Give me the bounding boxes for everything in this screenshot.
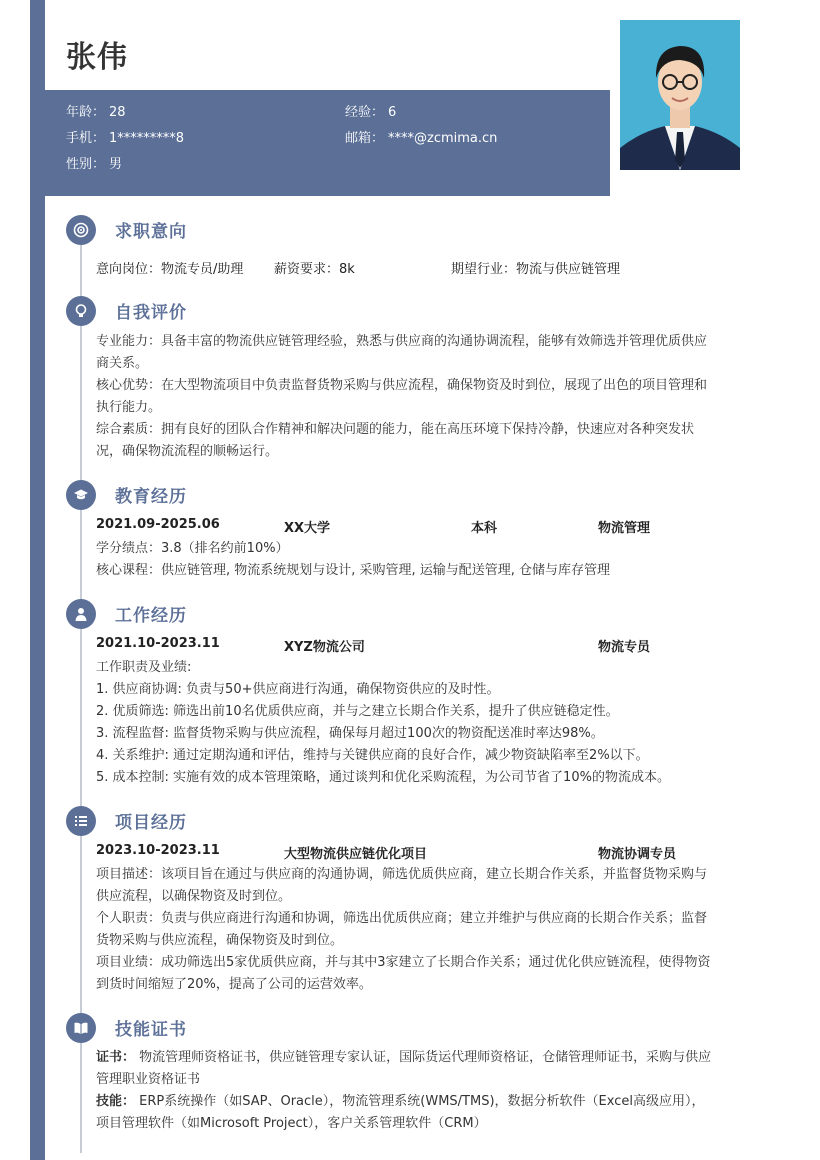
skills-details: 证书： 物流管理师资格证书，供应链管理专家认证，国际货运代理师资格证，仓储管理师证书，采购与供应 管理职业资格证书 技能： ERP系统操作（如SAP、Oracle），物流管理系统(WMS/TMS)，数据分析软件（Excel高级应用）， 项目管理软件（如Microsoft Project），客户关系管理软件（CRM） xyxy=(96,1050,712,1131)
graduation-cap-icon xyxy=(66,480,96,510)
education-degree: 本科 xyxy=(471,521,498,536)
project-details: 项目描述：该项目旨在通过与供应商的沟通协调，筛选优质供应商，建立长期合作关系，并监督货物采购与 供应流程，以确保物资及时到位。 个人职责：负责与供应商进行沟通和协调，筛选出优质供应商；建立并维护与供应商的长期合作关系；监督 货物采购与供应流程，确保物资及时到位。 项目业绩：成功筛选出5家优质供应商，并与其中3家建立了长期合作关系；通过优化供应链流程，使得物资 到货时间缩短了20%，提高了公司的运营效率。 xyxy=(96,867,711,992)
intent-position: 意向岗位：物流专员/助理 xyxy=(96,262,244,277)
person-icon xyxy=(66,599,96,629)
work-role: 物流专员 xyxy=(598,640,651,655)
email-field: 邮箱： ****@zcmima.cn xyxy=(345,131,498,146)
education-school: XX大学 xyxy=(284,521,331,536)
intent-industry: 期望行业：物流与供应链管理 xyxy=(451,262,621,277)
book-icon xyxy=(66,1013,96,1043)
education-details: 学分绩点：3.8（排名约前10%） 核心课程：供应链管理, 物流系统规划与设计, 采购管理, 运输与配送管理, 仓储与库存管理 xyxy=(96,541,611,578)
project-name: 大型物流供应链优化项目 xyxy=(284,847,428,862)
phone-field: 手机： 1*********8 xyxy=(66,131,185,146)
section-title-work: 工作经历 xyxy=(115,606,187,626)
section-title-education: 教育经历 xyxy=(115,487,187,507)
age-field: 年龄： 28 xyxy=(66,105,126,120)
project-date: 2023.10-2023.11 xyxy=(96,843,220,858)
work-company: XYZ物流公司 xyxy=(284,640,365,655)
self-eval-text: 专业能力：具备丰富的物流供应链管理经验，熟悉与供应商的沟通协调流程，能够有效筛选并管理优质供应 商关系。 核心优势：在大型物流项目中负责监督货物采购与供应流程，确保物资及时到位，展现了出色的项目管理和 执行能力。 综合素质：拥有良好的团队合作精神和解决问题的能力，能在高压环境下保持冷静，快速应对各种突发状 况，确保物流流程的顺畅运行。 xyxy=(96,334,708,459)
project-role: 物流协调专员 xyxy=(598,847,677,862)
section-title-self-eval: 自我评价 xyxy=(115,303,187,323)
work-date: 2021.10-2023.11 xyxy=(96,636,220,651)
intent-salary: 薪资要求：8k xyxy=(274,262,355,277)
work-details: 工作职责及业绩: 1. 供应商协调: 负责与50+供应商进行沟通，确保物资供应的及时性。 2. 优质筛选: 筛选出前10名优质供应商，并与之建立长期合作关系，提升了供应链稳定性。 3. 流程监督: 监督货物采购与供应流程，确保每月超过100次的物资配送准时率达98%。 4. 关系维护: 通过定期沟通和评估，维持与关键供应商的良好合作，减少物资缺陷率至2%以下。 5. 成本控制: 实施有效的成本管理策略，通过谈判和优化采购流程，为公司节省了10%的物流成本。 xyxy=(96,660,670,785)
section-title-project: 项目经历 xyxy=(115,813,187,833)
section-title-intent: 求职意向 xyxy=(115,222,187,242)
education-date: 2021.09-2025.06 xyxy=(96,517,220,532)
profile-photo xyxy=(620,20,740,170)
section-title-skills: 技能证书 xyxy=(115,1020,187,1040)
list-icon xyxy=(66,806,96,836)
candidate-name: 张伟 xyxy=(66,40,128,75)
gender-field: 性别： 男 xyxy=(66,157,123,172)
education-major: 物流管理 xyxy=(598,521,651,536)
target-icon xyxy=(66,215,96,245)
experience-field: 经验： 6 xyxy=(345,105,397,120)
lightbulb-icon xyxy=(66,296,96,326)
